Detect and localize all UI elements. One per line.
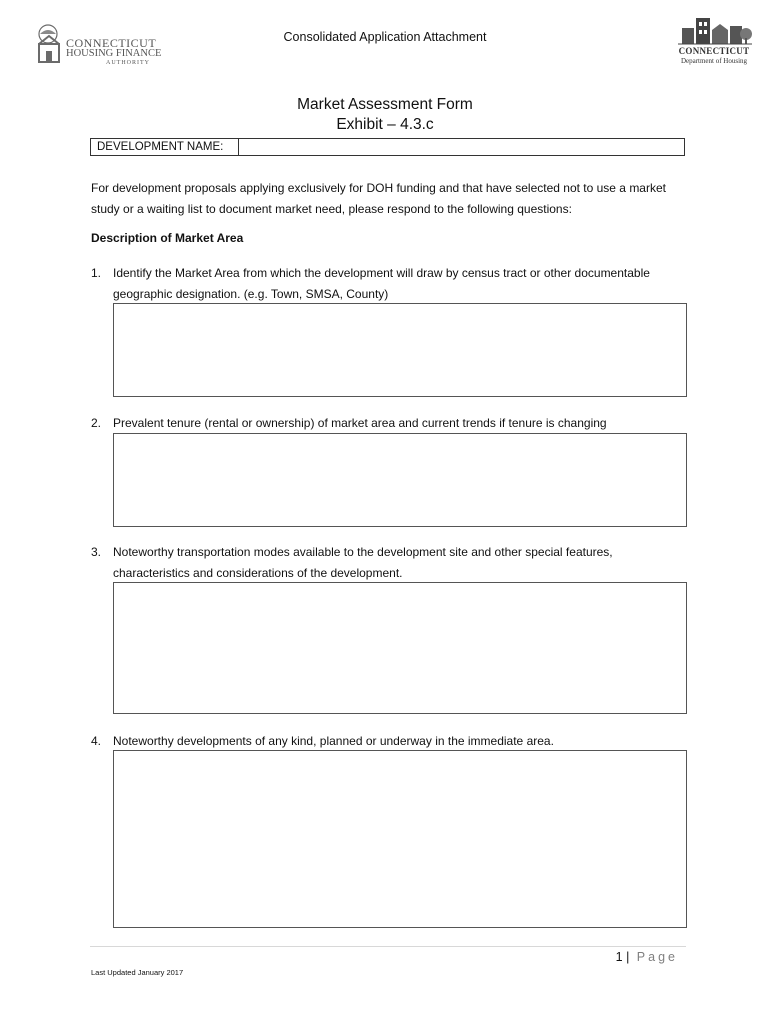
- question-2: [91, 413, 686, 434]
- doh-logo-line1: CONNECTICUT: [678, 46, 750, 56]
- answer-box-3[interactable]: [113, 582, 687, 714]
- exhibit-label: Exhibit – 4.3.c: [336, 116, 434, 133]
- page-word: Page: [636, 950, 678, 964]
- page-separator: |: [626, 950, 630, 964]
- question-number: 4.: [91, 734, 102, 748]
- chfa-logo-line3: AUTHORITY: [106, 60, 150, 66]
- doh-logo-line2: Department of Housing: [680, 57, 748, 65]
- question-4: [91, 731, 686, 752]
- footer-divider: [90, 946, 686, 947]
- question-text: Noteworthy transportation modes available to the development site and other special features, characteristics and considerations of the development.: [113, 545, 613, 580]
- intro-text: For development proposals applying exclusively for DOH funding and that have selected not to use a market study or a waiting list to document market need, please respond to the following questions:: [91, 181, 666, 216]
- question-text: Identify the Market Area from which the development will draw by census tract or other documentable geographic designation. (e.g. Town, SMSA, County): [113, 266, 650, 301]
- doh-logo-icon: [674, 14, 754, 46]
- question-3: [91, 542, 686, 583]
- question-text: Prevalent tenure (rental or ownership) of market area and current trends if tenure is changing: [113, 416, 607, 430]
- answer-box-2[interactable]: [113, 433, 687, 527]
- answer-box-4[interactable]: [113, 750, 687, 928]
- header-title: Consolidated Application Attachment: [283, 30, 487, 44]
- development-name-row: [90, 138, 685, 156]
- chfa-logo-line2: HOUSING FINANCE: [66, 48, 162, 59]
- doh-logo: [674, 14, 754, 70]
- last-updated: Last Updated January 2017: [91, 968, 184, 977]
- question-number: 2.: [91, 416, 102, 430]
- question-1: [91, 263, 686, 304]
- chfa-logo: [34, 24, 164, 68]
- section-heading: Description of Market Area: [91, 231, 244, 245]
- form-title-block: [0, 95, 770, 135]
- page-number: [616, 950, 678, 964]
- answer-box-1[interactable]: [113, 303, 687, 397]
- question-number: 1.: [91, 266, 102, 280]
- form-title: Market Assessment Form: [297, 96, 473, 113]
- development-name-field[interactable]: [239, 139, 684, 155]
- chfa-logo-line1: CONNECTICUT: [66, 36, 157, 50]
- development-name-label: DEVELOPMENT NAME:: [91, 139, 239, 155]
- page-number-value: 1: [615, 950, 623, 964]
- question-number: 3.: [91, 545, 102, 559]
- question-text: Noteworthy developments of any kind, planned or underway in the immediate area.: [113, 734, 554, 748]
- chfa-logo-icon: [34, 24, 64, 68]
